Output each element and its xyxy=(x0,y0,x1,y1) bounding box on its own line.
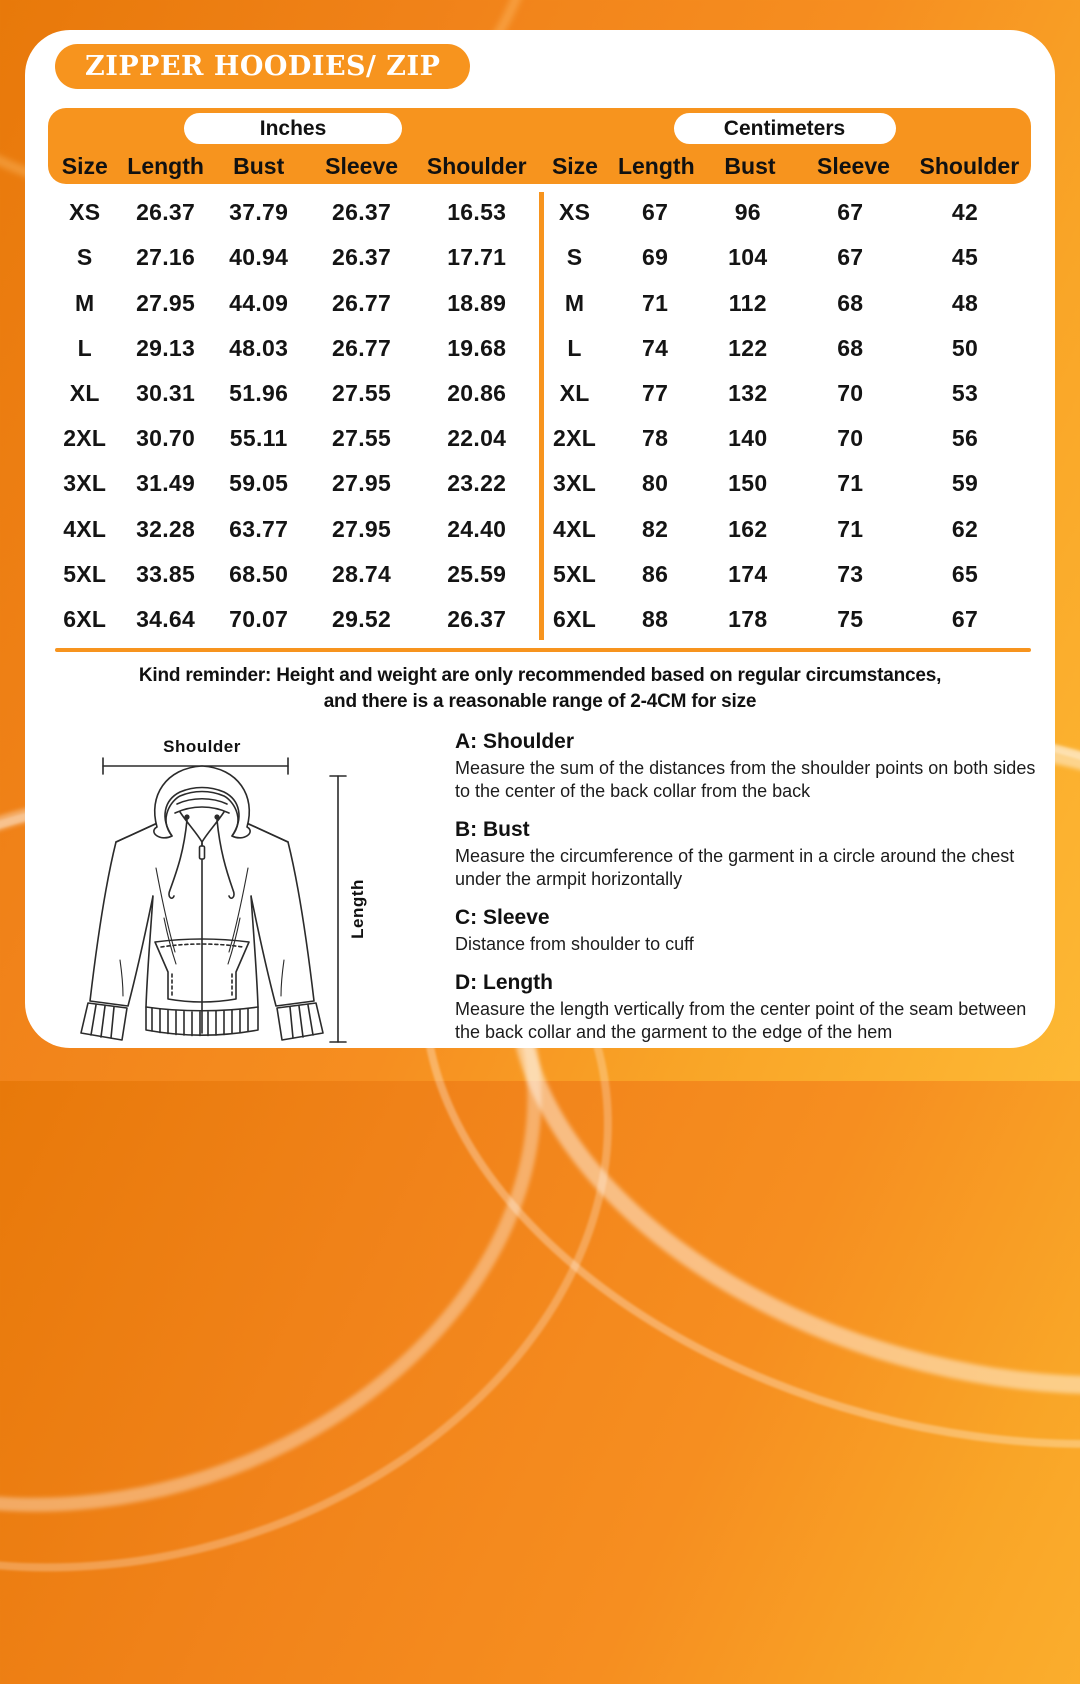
column-header: Size xyxy=(61,153,108,179)
measurement-value: 26.37 xyxy=(447,605,507,632)
measurement-value: 27.55 xyxy=(332,425,392,452)
hoodie-illustration xyxy=(60,700,440,1048)
measurement-value: 29.52 xyxy=(332,605,392,632)
measurement-value: 55.11 xyxy=(229,425,288,452)
section-divider xyxy=(55,648,1031,652)
measurement-value: 45 xyxy=(951,244,979,271)
inches-header xyxy=(48,108,538,184)
column-header: Sleeve xyxy=(325,153,399,179)
inches-column-headers xyxy=(48,153,538,180)
measurement-value: 27.55 xyxy=(332,379,392,406)
size-label: XS xyxy=(558,199,591,226)
centimeters-header xyxy=(538,108,1031,184)
column-header: Bust xyxy=(724,153,776,179)
measurement-value: 77 xyxy=(642,379,669,406)
measurement-value: 140 xyxy=(728,425,768,452)
table-row xyxy=(48,416,538,461)
table-row xyxy=(538,280,1026,325)
inches-unit-pill: Inches xyxy=(184,113,402,144)
measurement-value: 27.95 xyxy=(332,470,392,497)
table-row xyxy=(538,416,1026,461)
measurement-value: 70 xyxy=(837,425,864,452)
measurement-value: 27.16 xyxy=(136,244,196,271)
measurement-value: 67 xyxy=(951,605,979,632)
size-label: S xyxy=(76,244,93,271)
measurement-value: 50 xyxy=(951,334,979,361)
size-label: XL xyxy=(559,379,590,406)
measurement-value: 68 xyxy=(837,289,864,316)
size-label: 2XL xyxy=(553,425,597,452)
guide-heading: C: Sleeve xyxy=(455,906,550,929)
size-label: 3XL xyxy=(63,470,107,497)
measurement-value: 75 xyxy=(837,605,864,632)
size-label: 3XL xyxy=(553,470,597,497)
measurement-value: 23.22 xyxy=(447,470,507,497)
measurement-value: 96 xyxy=(734,199,761,226)
measurement-value: 71 xyxy=(642,289,669,316)
measurement-value: 162 xyxy=(728,515,768,542)
size-label: 5XL xyxy=(63,560,107,587)
guide-heading: B: Bust xyxy=(455,818,530,841)
centimeters-table xyxy=(538,190,1026,642)
measurement-value: 150 xyxy=(728,470,768,497)
measurement-value: 62 xyxy=(951,515,979,542)
column-header: Shoulder xyxy=(426,153,527,179)
measurement-value: 73 xyxy=(837,560,864,587)
measure-guide-item xyxy=(455,906,1040,956)
size-label: 4XL xyxy=(63,515,107,542)
measurement-value: 63.77 xyxy=(229,515,289,542)
measurement-value: 26.37 xyxy=(332,244,392,271)
table-row xyxy=(538,461,1026,506)
measurement-value: 112 xyxy=(728,289,767,316)
size-label: XS xyxy=(69,199,101,226)
measurement-value: 82 xyxy=(642,515,669,542)
guide-text: Measure the sum of the distances from the shoulder points on both sides to the center of the back collar from the back xyxy=(455,758,1036,801)
measure-guide xyxy=(455,730,1040,1048)
measure-guide-item xyxy=(455,730,1040,803)
reminder-line-1: Kind reminder: Height and weight are only recommended based on regular circumstances, xyxy=(138,665,942,686)
table-row xyxy=(538,326,1026,371)
size-label: M xyxy=(564,289,585,316)
measurement-value: 40.94 xyxy=(229,244,289,271)
inches-table xyxy=(48,190,538,642)
measurement-value: 53 xyxy=(951,379,979,406)
measurement-value: 122 xyxy=(728,334,768,361)
table-row xyxy=(48,506,538,551)
measurement-value: 70.07 xyxy=(229,605,289,632)
measurement-value: 34.64 xyxy=(136,605,196,632)
measurement-value: 69 xyxy=(642,244,669,271)
measurement-value: 20.86 xyxy=(447,379,507,406)
guide-text: Measure the circumference of the garment in a circle around the chest under the armpit horizontally xyxy=(455,846,1015,889)
table-row xyxy=(48,461,538,506)
guide-text: Measure the length vertically from the center point of the seam between the back collar and the garment to the edge of the hem xyxy=(455,999,1027,1042)
measurement-value: 27.95 xyxy=(136,289,196,316)
measurement-value: 26.37 xyxy=(136,199,196,226)
measurement-value: 44.09 xyxy=(229,289,289,316)
length-measure-line xyxy=(330,776,346,1042)
guide-heading: A: Shoulder xyxy=(455,730,574,753)
measurement-value: 86 xyxy=(642,560,669,587)
table-row xyxy=(48,280,538,325)
column-header: Length xyxy=(127,153,204,179)
measurement-value: 80 xyxy=(642,470,669,497)
measurement-value: 51.96 xyxy=(229,379,289,406)
table-row xyxy=(48,326,538,371)
column-header: Size xyxy=(551,153,598,179)
measurement-value: 48.03 xyxy=(229,334,289,361)
table-row xyxy=(48,597,538,642)
size-label: 4XL xyxy=(553,515,597,542)
measurement-value: 22.04 xyxy=(447,425,507,452)
measurement-value: 67 xyxy=(642,199,669,226)
measurement-value: 68.50 xyxy=(229,560,289,587)
measurement-value: 17.71 xyxy=(447,244,507,271)
table-divider xyxy=(539,192,544,640)
measurement-value: 132 xyxy=(728,379,768,406)
measurement-value: 33.85 xyxy=(136,560,196,587)
column-header: Shoulder xyxy=(919,153,1020,179)
table-row xyxy=(538,597,1026,642)
page-title: ZIPPER HOODIES/ ZIP xyxy=(55,44,470,89)
table-row xyxy=(48,552,538,597)
table-row xyxy=(48,371,538,416)
measurement-value: 30.31 xyxy=(136,379,196,406)
measurement-value: 70 xyxy=(837,379,864,406)
table-body xyxy=(48,190,1031,642)
cuff-left xyxy=(81,1003,127,1040)
size-label: 2XL xyxy=(63,425,107,452)
measurement-value: 104 xyxy=(728,244,768,271)
measure-guide-item xyxy=(455,818,1040,891)
table-row xyxy=(538,190,1026,235)
measurement-value: 78 xyxy=(642,425,669,452)
size-label: 6XL xyxy=(63,605,107,632)
measurement-value: 178 xyxy=(728,605,768,632)
reminder-line-2: and there is a reasonable range of 2-4CM for size xyxy=(323,691,757,712)
table-header xyxy=(48,108,1031,184)
measurement-value: 30.70 xyxy=(136,425,196,452)
measurement-value: 24.40 xyxy=(447,515,507,542)
measurement-value: 174 xyxy=(728,560,768,587)
size-label: XL xyxy=(69,379,100,406)
measurement-value: 19.68 xyxy=(447,334,507,361)
table-row xyxy=(538,235,1026,280)
size-label: 5XL xyxy=(553,560,597,587)
size-label: L xyxy=(567,334,582,361)
guide-heading: D: Length xyxy=(455,971,553,994)
measurement-value: 18.89 xyxy=(447,289,507,316)
size-label: L xyxy=(77,334,92,361)
centimeters-column-headers xyxy=(538,153,1031,180)
measurement-value: 71 xyxy=(837,470,864,497)
size-label: S xyxy=(566,244,583,271)
measurement-value: 16.53 xyxy=(447,199,507,226)
size-chart-card xyxy=(25,30,1055,1048)
measurement-value: 26.77 xyxy=(332,334,392,361)
measurement-value: 68 xyxy=(837,334,864,361)
column-header: Bust xyxy=(233,153,285,179)
measurement-value: 71 xyxy=(837,515,864,542)
measurement-value: 25.59 xyxy=(447,560,507,587)
measurement-value: 88 xyxy=(642,605,669,632)
column-header: Length xyxy=(617,153,695,179)
size-label: 6XL xyxy=(553,605,597,632)
guide-text: Distance from shoulder to cuff xyxy=(455,934,694,954)
shoulder-label: Shoulder xyxy=(163,737,241,756)
measurement-value: 67 xyxy=(837,244,864,271)
size-label: M xyxy=(75,289,95,316)
table-row xyxy=(538,371,1026,416)
table-row xyxy=(538,506,1026,551)
measurement-value: 42 xyxy=(951,199,979,226)
hoodie-measurement-diagram xyxy=(60,700,440,1048)
measurement-value: 26.37 xyxy=(332,199,392,226)
length-label: Length xyxy=(348,879,367,939)
measurement-value: 37.79 xyxy=(229,199,289,226)
measurement-value: 56 xyxy=(951,425,979,452)
measurement-value: 28.74 xyxy=(332,560,392,587)
measurement-value: 74 xyxy=(642,334,669,361)
measurement-value: 59 xyxy=(951,470,979,497)
measurement-value: 65 xyxy=(951,560,979,587)
measurement-value: 59.05 xyxy=(229,470,289,497)
measure-guide-item xyxy=(455,971,1040,1044)
measurement-value: 29.13 xyxy=(136,334,196,361)
measurement-value: 48 xyxy=(951,289,979,316)
measurement-value: 27.95 xyxy=(332,515,392,542)
measurement-value: 32.28 xyxy=(136,515,196,542)
table-row xyxy=(48,235,538,280)
centimeters-unit-pill: Centimeters xyxy=(674,113,896,144)
measurement-value: 67 xyxy=(837,199,864,226)
table-row xyxy=(538,552,1026,597)
measurement-value: 31.49 xyxy=(136,470,196,497)
measurement-value: 26.77 xyxy=(332,289,392,316)
cuff-right xyxy=(277,1003,323,1040)
table-row xyxy=(48,190,538,235)
column-header: Sleeve xyxy=(817,153,890,179)
